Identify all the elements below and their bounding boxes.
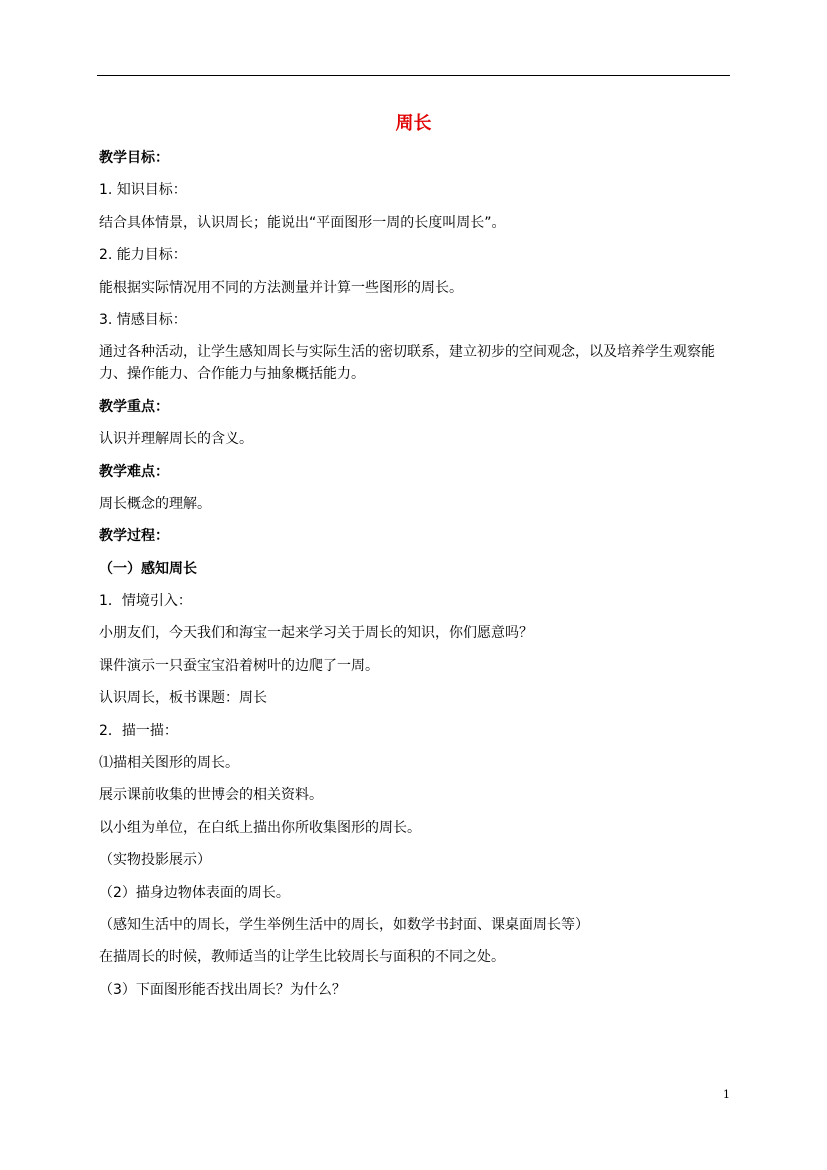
body-paragraph: 小朋友们，今天我们和海宝一起来学习关于周长的知识，你们愿意吗？ bbox=[99, 625, 533, 642]
body-paragraph: 结合具体情景，认识周长；能说出“平面图形一周的长度叫周长”。 bbox=[99, 214, 506, 231]
body-paragraph: （3）下面图形能否找出周长？为什么？ bbox=[99, 981, 346, 998]
body-paragraph: 在描周长的时候，教师适当的让学生比较周长与面积的不同之处。 bbox=[99, 949, 505, 966]
document-title: 周长 bbox=[395, 113, 432, 134]
body-paragraph: ⑴描相关图形的周长。 bbox=[99, 755, 239, 772]
body-paragraph: 1. 知识目标： bbox=[99, 182, 187, 199]
body-paragraph: 课件演示一只蚕宝宝沿着树叶的边爬了一周。 bbox=[99, 657, 379, 674]
body-paragraph: 2. 能力目标： bbox=[99, 247, 187, 264]
body-paragraph: 3. 情感目标： bbox=[99, 311, 187, 328]
body-paragraph: （感知生活中的周长，学生举例生活中的周长，如数学书封面、课桌面周长等） bbox=[99, 916, 589, 933]
document-body bbox=[99, 147, 731, 1011]
body-paragraph: 展示课前收集的世博会的相关资料。 bbox=[99, 787, 323, 804]
body-paragraph: 周长概念的理解。 bbox=[99, 495, 211, 512]
section-heading: 教学难点： bbox=[99, 463, 169, 480]
page-number: 1 bbox=[723, 1088, 730, 1101]
body-paragraph: 能根据实际情况用不同的方法测量并计算一些图形的周长。 bbox=[99, 279, 463, 296]
section-heading: 教学目标： bbox=[99, 150, 169, 166]
body-paragraph: 2．描一描： bbox=[99, 722, 178, 739]
body-paragraph: 通过各种活动，让学生感知周长与实际生活的密切联系，建立初步的空间观念，以及培养学生观察能力、操作能力、合作能力与抽象概括能力。 bbox=[99, 344, 715, 383]
body-paragraph: （实物投影展示） bbox=[99, 852, 211, 869]
body-paragraph: 以小组为单位，在白纸上描出你所收集图形的周长。 bbox=[99, 819, 421, 836]
body-paragraph: 认识并理解周长的含义。 bbox=[99, 431, 253, 448]
body-paragraph: （2）描身边物体表面的周长。 bbox=[99, 884, 290, 901]
section-heading: （一）感知周长 bbox=[99, 560, 197, 577]
section-heading: 教学过程： bbox=[99, 528, 169, 545]
body-paragraph: 认识周长，板书课题：周长 bbox=[99, 690, 267, 707]
header-rule bbox=[97, 75, 730, 76]
section-heading: 教学重点： bbox=[99, 398, 169, 415]
body-paragraph: 1．情境引入： bbox=[99, 593, 192, 610]
